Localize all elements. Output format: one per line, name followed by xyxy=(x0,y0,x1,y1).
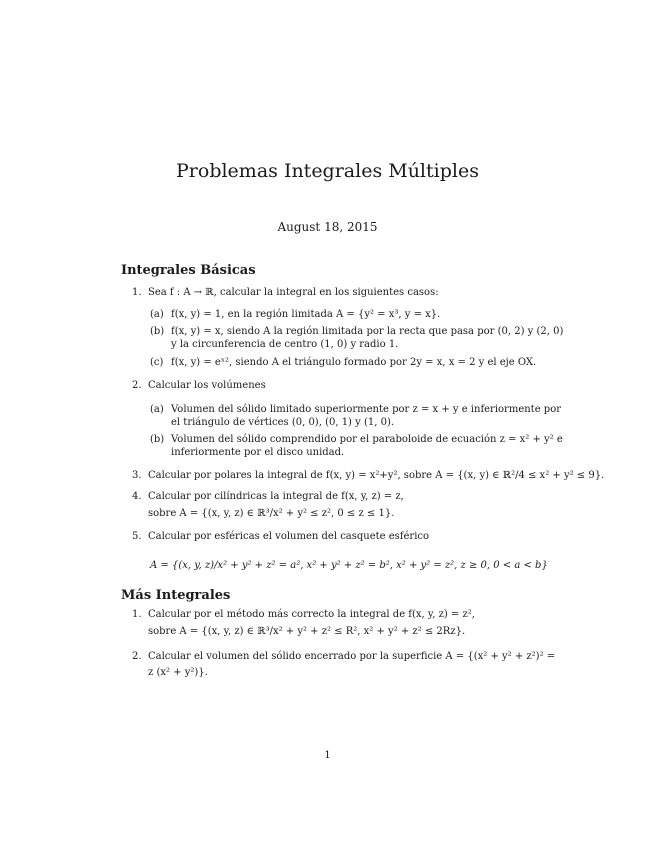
subitem-text: y la circunferencia de centro (1, 0) y radio 1. xyxy=(171,339,399,350)
document-title: Problemas Integrales Múltiples xyxy=(176,160,479,182)
item-text: z (x² + y²)}. xyxy=(148,667,208,678)
subitem-label: (a) xyxy=(150,404,164,415)
subitem-text: Volumen del sólido limitado superiormente por z = x + y e inferiormente por xyxy=(171,404,561,415)
item-text: sobre A = {(x, y, z) ∈ ℝ³/x² + y² ≤ z², 0 ≤ z ≤ 1}. xyxy=(148,508,395,519)
item-number: 2. xyxy=(132,380,142,391)
document-date: August 18, 2015 xyxy=(277,220,378,234)
subitem-label: (a) xyxy=(150,309,164,320)
subitem-text: el triángulo de vértices (0, 0), (0, 1) y (1, 0). xyxy=(171,417,395,428)
item-text: Calcular por esféricas el volumen del casquete esférico xyxy=(148,531,430,542)
subitem-label: (b) xyxy=(150,326,165,337)
item-text: Calcular los volúmenes xyxy=(148,380,266,391)
item-number: 5. xyxy=(132,531,142,542)
item-number: 1. xyxy=(132,609,142,620)
section-title-integrales-basicas: Integrales Básicas xyxy=(121,263,256,278)
subitem-text: f(x, y) = 1, en la región limitada A = {y² = x³, y = x}. xyxy=(171,309,441,320)
item-number: 4. xyxy=(132,491,142,502)
subitem-text: f(x, y) = eˣ², siendo A el triángulo formado por 2y = x, x = 2 y el eje OX. xyxy=(171,357,537,368)
item-text: sobre A = {(x, y, z) ∈ ℝ³/x² + y² + z² ≤ R², x² + y² + z² ≤ 2Rz}. xyxy=(148,626,466,637)
subitem-text: inferiormente por el disco unidad. xyxy=(171,447,345,458)
section-title-mas-integrales: Más Integrales xyxy=(121,588,231,603)
subitem-label: (c) xyxy=(150,357,164,368)
item-text: Calcular por polares la integral de f(x, y) = x²+y², sobre A = {(x, y) ∈ ℝ²/4 ≤ x² + y² ≤ 9}. xyxy=(148,470,605,481)
subitem-label: (b) xyxy=(150,434,165,445)
subitem-text: Volumen del sólido comprendido por el paraboloide de ecuación z = x² + y² e xyxy=(171,434,563,445)
item-text: Calcular el volumen del sólido encerrado por la superficie A = {(x² + y² + z²)² = xyxy=(148,651,556,662)
subitem-text: f(x, y) = x, siendo A la región limitada por la recta que pasa por (0, 2) y (2, 0) xyxy=(171,326,564,337)
item-text: Sea f : A → ℝ, calcular la integral en los siguientes casos: xyxy=(148,287,439,298)
formula: A = {(x, y, z)/x² + y² + z² = a², x² + y² + z² = b², x² + y² = z², z ≥ 0, 0 < a < b} xyxy=(150,560,548,571)
item-text: Calcular por cilíndricas la integral de f(x, y, z) = z, xyxy=(148,491,404,502)
item-number: 1. xyxy=(132,287,142,298)
item-text: Calcular por el método más correcto la integral de f(x, y, z) = z², xyxy=(148,609,475,620)
item-number: 3. xyxy=(132,470,142,481)
item-number: 2. xyxy=(132,651,142,662)
page-number: 1 xyxy=(324,750,331,761)
